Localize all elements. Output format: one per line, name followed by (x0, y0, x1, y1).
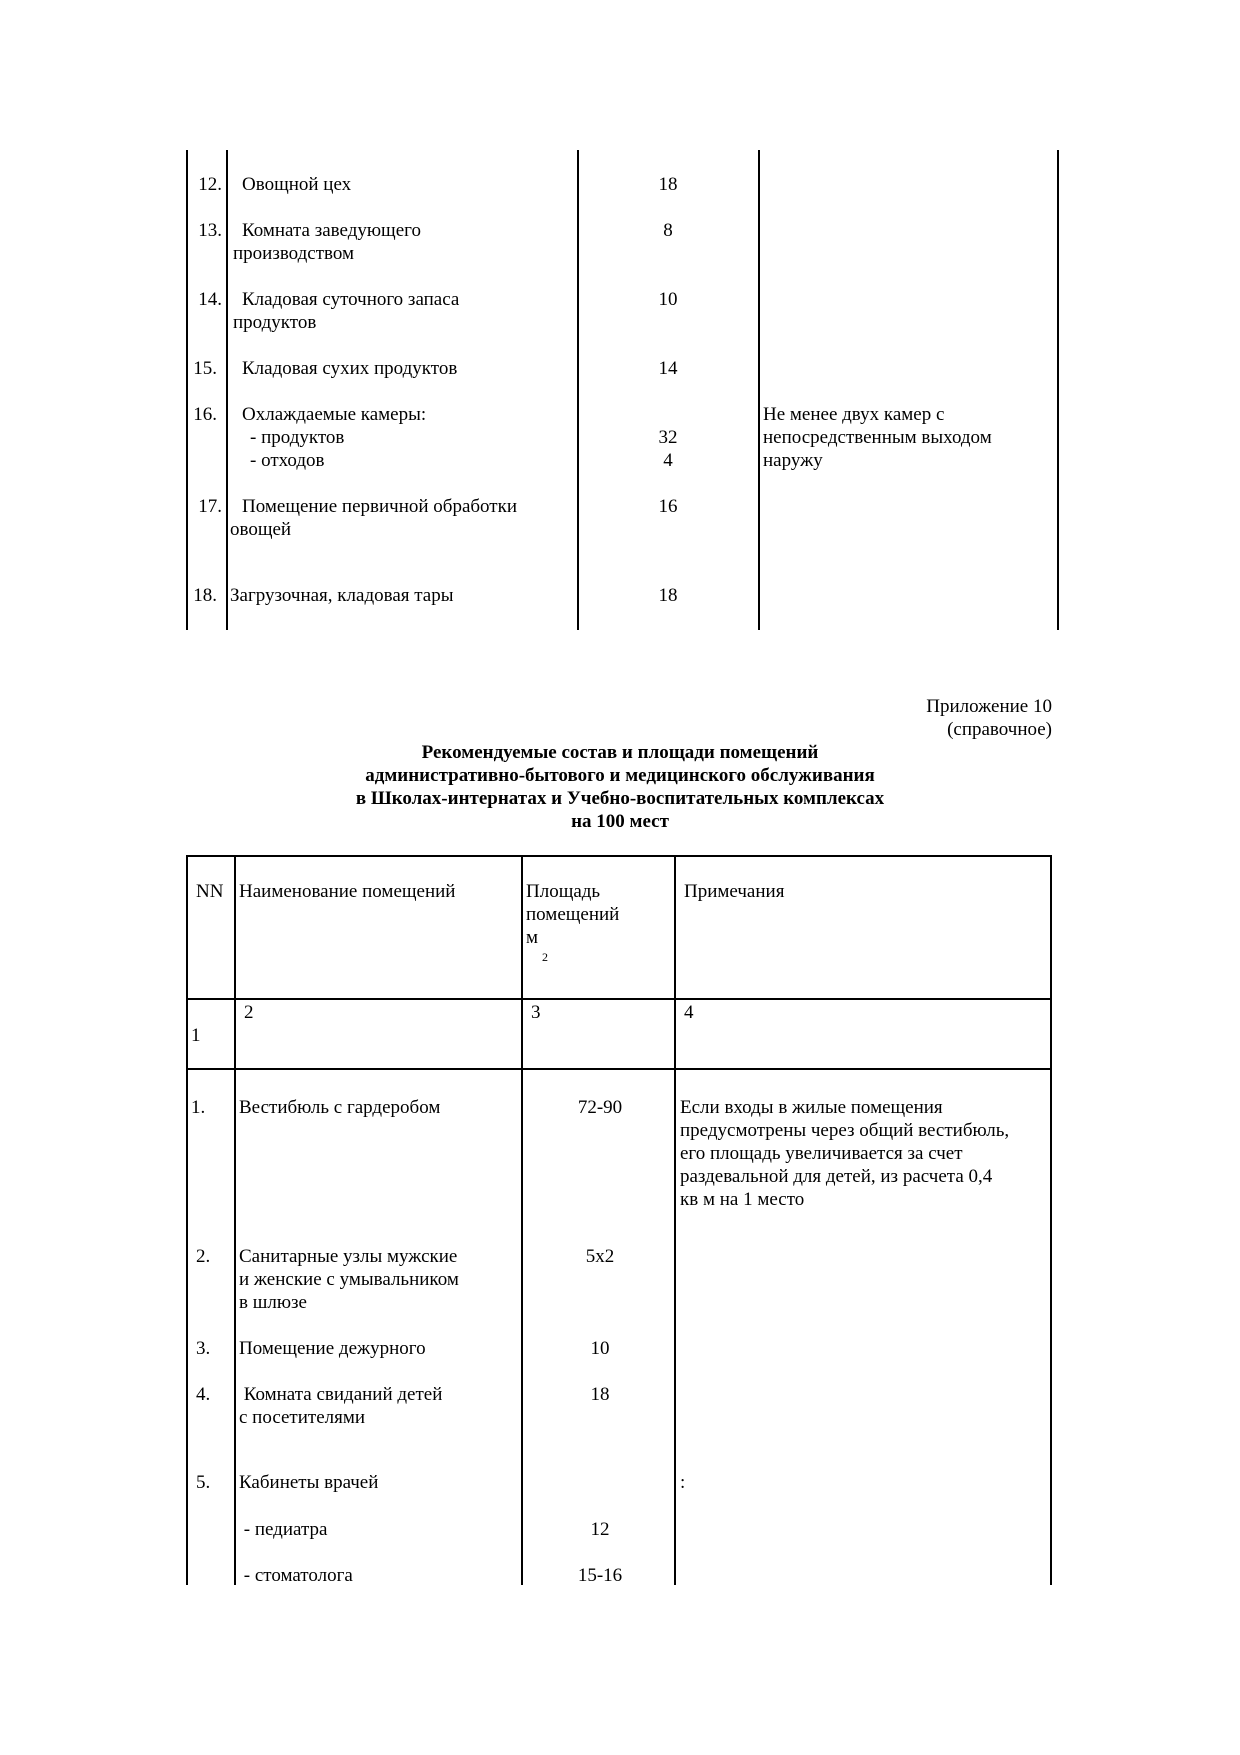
room-name: Кабинеты врачей (239, 1472, 379, 1493)
appendix-title: административно-бытового и медицинского обслуживания (365, 765, 875, 786)
room-area: 18 (590, 1384, 610, 1405)
room-area: 16 (658, 496, 678, 517)
room-name: - продуктов (250, 427, 345, 448)
header-area: м (526, 927, 539, 948)
table-2-header-divider (186, 998, 1052, 1000)
table-1-border-col1 (226, 150, 228, 630)
room-area: 10 (658, 289, 678, 310)
header-area-superscript: 2 (542, 950, 548, 964)
room-note: : (680, 1472, 686, 1493)
table-2-border-top (186, 855, 1052, 857)
room-name: Помещение первичной обработки (242, 496, 517, 517)
room-name: Комната свиданий детей (239, 1384, 443, 1405)
room-area: 12 (590, 1519, 610, 1540)
room-name: с посетителями (239, 1407, 366, 1428)
table-2-border-left (186, 855, 188, 1585)
room-note: непосредственным выходом (763, 427, 992, 448)
row-number: 15. (193, 358, 217, 379)
table-2-border-col1 (234, 855, 236, 1585)
room-area: 72-90 (577, 1097, 623, 1118)
room-area: 10 (590, 1338, 610, 1359)
colnum: 2 (244, 1002, 254, 1023)
appendix-title: на 100 мест (571, 811, 669, 832)
header-nn: NN (196, 881, 224, 902)
appendix-label: Приложение 10 (926, 696, 1052, 717)
header-notes: Примечания (684, 881, 785, 902)
room-name: продуктов (233, 312, 317, 333)
colnum: 3 (531, 1002, 541, 1023)
row-number: 17. (198, 496, 222, 517)
room-note: его площадь увеличивается за счет (680, 1143, 963, 1164)
room-area: 18 (658, 174, 678, 195)
room-area: 15-16 (577, 1565, 623, 1586)
room-note: кв м на 1 место (680, 1189, 805, 1210)
room-note: предусмотрены через общий вестибюль, (680, 1120, 1010, 1141)
colnum: 4 (684, 1002, 694, 1023)
row-number: 14. (198, 289, 222, 310)
appendix-sublabel: (справочное) (947, 719, 1052, 740)
row-number: 1. (191, 1097, 206, 1118)
row-number: 2. (196, 1246, 211, 1267)
room-name: Загрузочная, кладовая тары (230, 585, 454, 606)
colnum: 1 (191, 1025, 201, 1046)
table-2-border-col3 (674, 855, 676, 1585)
header-name: Наименование помещений (239, 881, 456, 902)
room-name: Кладовая сухих продуктов (242, 358, 458, 379)
room-name: в шлюзе (239, 1292, 307, 1313)
table-2-colnum-divider (186, 1068, 1052, 1070)
room-name: Помещение дежурного (239, 1338, 426, 1359)
room-area: 5x2 (585, 1246, 615, 1267)
room-area: 14 (658, 358, 678, 379)
room-name: Санитарные узлы мужские (239, 1246, 458, 1267)
table-2-border-col2 (521, 855, 523, 1585)
room-name: и женские с умывальником (239, 1269, 459, 1290)
table-1-border-col3 (758, 150, 760, 630)
room-name: - стоматолога (239, 1565, 353, 1586)
appendix-title: в Школах-интернатах и Учебно-воспитательных комплексах (355, 788, 885, 809)
table-1-border-right (1057, 150, 1059, 630)
room-name: Овощной цех (242, 174, 352, 195)
row-number: 16. (193, 404, 217, 425)
room-note: раздевальной для детей, из расчета 0,4 (680, 1166, 993, 1187)
room-area: 32 (658, 427, 678, 448)
row-number: 12. (198, 174, 222, 195)
row-number: 18. (193, 585, 217, 606)
table-1-border-col2 (577, 150, 579, 630)
room-name: - отходов (250, 450, 325, 471)
room-name: Кладовая суточного запаса (242, 289, 460, 310)
room-name: Вестибюль с гардеробом (239, 1097, 441, 1118)
row-number: 13. (198, 220, 222, 241)
row-number: 5. (196, 1472, 211, 1493)
room-area: 8 (663, 220, 673, 241)
room-area: 18 (658, 585, 678, 606)
room-note: Не менее двух камер с (763, 404, 945, 425)
room-name: Комната заведующего (242, 220, 421, 241)
room-area: 4 (663, 450, 673, 471)
header-area: Площадь (526, 881, 601, 902)
room-name: Охлаждаемые камеры: (242, 404, 427, 425)
row-number: 4. (196, 1384, 211, 1405)
room-note: наружу (763, 450, 823, 471)
table-2-border-right (1050, 855, 1052, 1585)
row-number: 3. (196, 1338, 211, 1359)
room-name: производством (233, 243, 355, 264)
table-1-border-left (186, 150, 188, 630)
header-area: помещений (526, 904, 620, 925)
appendix-title: Рекомендуемые состав и площади помещений (421, 742, 819, 763)
room-name: овощей (230, 519, 292, 540)
room-name: - педиатра (239, 1519, 328, 1540)
room-note: Если входы в жилые помещения (680, 1097, 943, 1118)
